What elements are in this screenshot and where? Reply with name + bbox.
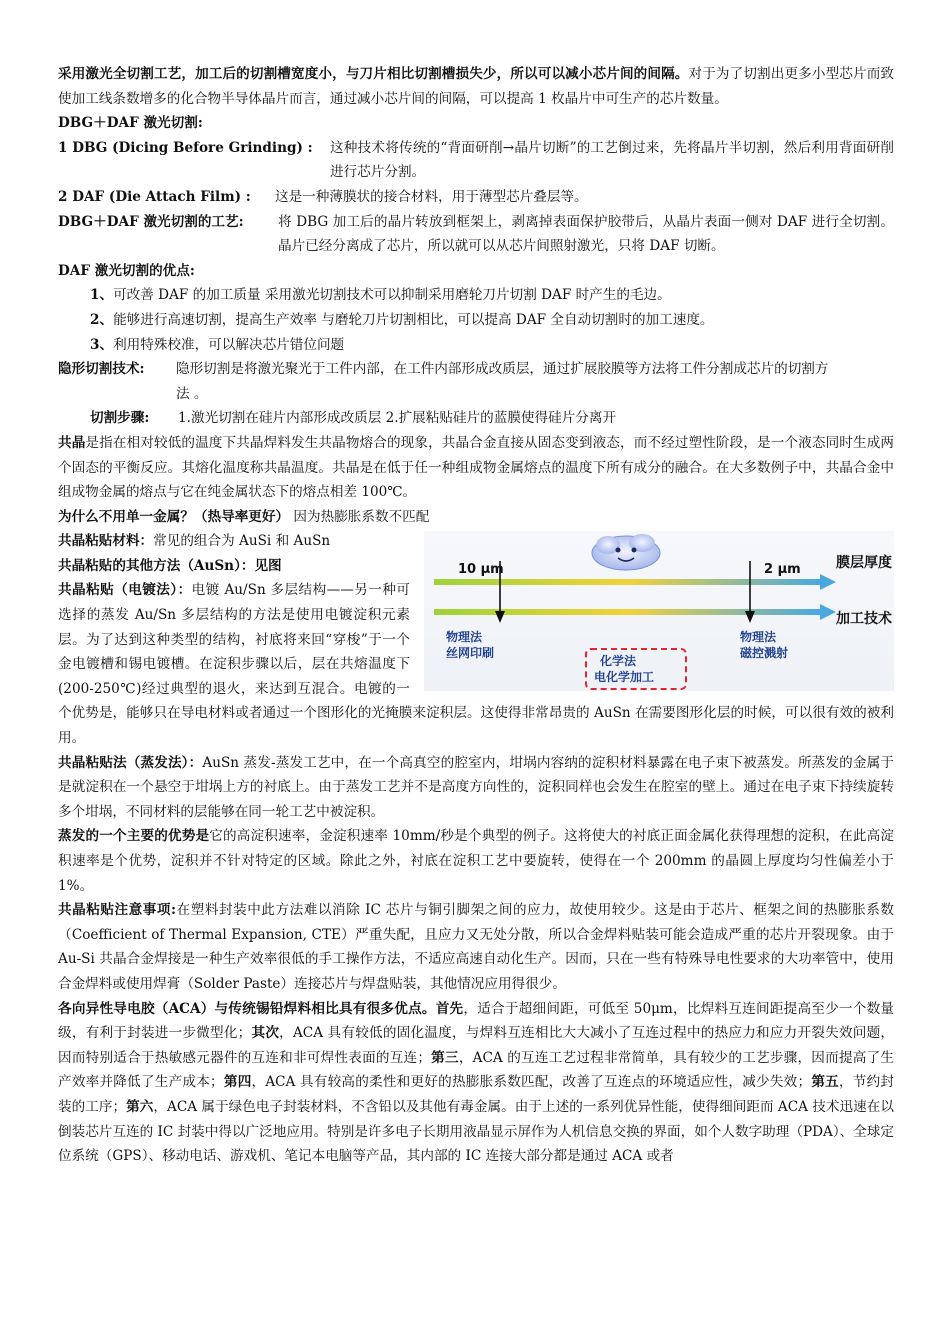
dicing-steps-text: 1.激光切割在硅片内部形成改质层 2.扩展粘贴硅片的蓝膜使得硅片分离开: [178, 410, 617, 427]
dbg-item-1-label: 1 DBG (Dicing Before Grinding) :: [58, 139, 313, 156]
evaporation-advantage-label: 蒸发的一个主要的优势是: [58, 828, 210, 845]
laser-full-cut-text: 对于为了切割出更多小型芯片而致使加工线条数增多的化合物半导体晶片而言，通过减小芯片间的间隔，可以提高 1 枚晶片中可生产的芯片数量。: [58, 66, 895, 107]
dicing-steps: [58, 406, 894, 431]
aca-ordinal: 第四: [223, 1074, 252, 1091]
eutectic-term: 共晶: [58, 434, 86, 451]
eutectic-other-methods: 共晶粘贴的其他方法（AuSn）：见图: [58, 557, 282, 574]
electroplating-text: 电镀 Au/Sn 多层结构——另一种可选择的蒸发 Au/Sn 多层结构的方法是使用电镀淀积元素层。为了达到这种类型的结构，衬底将来回“穿梭”于一个金电镀槽和锡电镀槽。在淀积步骤以后，层在共熔温度下(200-250℃)经过典型的退火，来达到互混合。电镀的一个优势是，能够只在导电材料或者通过一个图形化的光掩膜来淀积层。这使得非常昂贵的 AuSn 在需要图形化层的时候，可以很有效的被利用。: [58, 582, 894, 747]
thickness-right-label: 2 μm: [764, 562, 801, 578]
aca-text: ，ACA 具有较高的柔性和更好的热膨胀系数匹配，改善了互连点的环境适应性，减少失效；: [251, 1074, 812, 1091]
eutectic-notes-text: 在塑料封装中此方法难以消除 IC 芯片与铜引脚架之间的应力，故使用较少。这是由于芯片、框架之间的热膨胀系数（Coefficient of Thermal Expansion, CTE）严重失配，且应力又无处分散，所以合金焊料贴装可能会造成严重的芯片开裂现象。由于 Au-Si 共晶合金焊接是一种生产效率很低的手工操作方法，不适应高速自动化生产。因而，只在一些有特殊导电性要求的大功率管中，使用合金焊料或使用焊膏（Solder Paste）连接芯片与焊盘贴装，其他情况应用得很少。: [58, 902, 894, 992]
evaporation-advantage-paragraph: [58, 824, 894, 898]
why-question: 为什么不用单一金属？（热导率更好）: [58, 508, 290, 525]
aca-text: ，节约封装的工序；: [58, 1074, 895, 1115]
stealth-dicing-label: 隐形切割技术:: [58, 361, 145, 378]
aca-text: ，ACA 具有较低的固化温度，与焊料互连相比大大减小了互连过程中的热应力和应力开裂失效问题，因而特别适合于热敏感元器件的互连和非可焊性表面的互连；: [58, 1025, 895, 1066]
eutectic-notes-label: 共晶粘贴注意事项:: [58, 902, 177, 919]
daf-advantages-list: [58, 283, 894, 357]
dbg-daf-process-label: DBG＋DAF 激光切割的工艺:: [58, 213, 244, 230]
right-method-line2: 磁控溅射: [740, 646, 789, 661]
eutectic-figure-block: [58, 529, 894, 750]
aca-ordinal: 其次: [251, 1025, 280, 1042]
daf-advantage-num: 2、: [90, 311, 114, 328]
left-method-line1: 物理法: [446, 630, 483, 645]
cloud-icon: [592, 534, 660, 570]
daf-advantage-text: 利用特殊校准，可以解决芯片错位问题: [113, 336, 345, 353]
axis-film-thickness: 膜层厚度: [836, 555, 892, 572]
eutectic-notes-paragraph: [58, 898, 894, 996]
daf-advantage-item: [90, 283, 894, 308]
axis-process-technology: 加工技术: [836, 611, 892, 628]
evaporation-label: 共晶粘贴法（蒸发法）：: [58, 754, 203, 771]
film-thickness-diagram: [424, 531, 894, 691]
aca-heading: 各向异性导电胶（ACA）与传统锡铅焊料相比具有很多优点。首先: [58, 1000, 464, 1017]
technology-arrow-bar: [434, 604, 836, 620]
evaporation-paragraph: [58, 751, 894, 825]
evaporation-advantage-text: 它的高淀积速率，金淀积速率 10mm/秒是个典型的例子。这将使大的衬底正面金属化获得理想的淀积，在此高淀积速率是个优势，淀积并不针对特定的区域。除此之外，衬底在淀积工艺中要旋转，使得在一个 200mm 的晶圆上厚度均匀性偏差小于 1%。: [58, 828, 895, 894]
daf-advantage-text: 能够进行高速切割，提高生产效率 与磨轮刀片切割相比，可以提高 DAF 全自动切割时的加工速度。: [113, 311, 714, 328]
daf-advantage-num: 1、: [90, 287, 114, 304]
eutectic-definition: [58, 431, 894, 505]
dbg-item-2-text: 这是一种薄膜状的接合材料，用于薄型芯片叠层等。: [275, 188, 588, 205]
middle-method-line1: 化学法: [600, 654, 637, 669]
thickness-left-label: 10 μm: [458, 562, 504, 578]
dbg-item-2: [58, 185, 894, 210]
daf-advantages-heading: DAF 激光切割的优点:: [58, 262, 195, 279]
stealth-dicing-text: 隐形切割是将激光聚光于工件内部，在工件内部形成改质层，通过扩展胶膜等方法将工件分割成芯片的切割方法 。: [176, 361, 829, 402]
right-down-arrow: [745, 561, 755, 623]
materials-text: 常见的组合为 AuSi 和 AuSn: [153, 533, 331, 550]
daf-advantage-item: [90, 308, 894, 333]
materials-label: 共晶粘贴材料：: [58, 533, 154, 550]
dbg-item-2-label: 2 DAF (Die Attach Film) :: [58, 188, 251, 205]
dbg-daf-process-text: 将 DBG 加工后的晶片转放到框架上，剥离掉表面保护胶带后，从晶片表面一侧对 DAF 进行全切割。晶片已经分离成了芯片，所以就可以从芯片间照射激光，只将 DAF 切断。: [278, 213, 894, 255]
dicing-steps-label: 切割步骤:: [90, 410, 150, 427]
aca-text: ，ACA 属于绿色电子封装材料，不含铅以及其他有毒金属。由于上述的一系列优异性能，使得细间距而 ACA 技术迅速在以倒装芯片互连的 IC 封装中得以广泛地应用。特别是许多电子长期用液晶显示屏作为人机信息交换的界面，如个人数字助理（PDA）、全球定位系统（GPS）、移动电话、游戏机、笔记本电脑等产品，其内部的 IC 连接大部分都是通过 ACA 或者: [58, 1098, 895, 1165]
electroplating-label: 共晶粘贴（电镀法）：: [58, 582, 192, 599]
document-page: [58, 62, 894, 1169]
aca-ordinal: 第三: [430, 1049, 459, 1066]
eutectic-text: 是指在相对较低的温度下共晶焊料发生共晶物熔合的现象，共晶合金直接从固态变到液态，而不经过塑性阶段，是一个液态同时生成两个固态的平衡反应。其熔化温度称共晶温度。共晶是在低于任一种组成物金属熔点的温度下所有成分的融合。在大多数例子中，共晶合金中组成物金属的熔点与它在纯金属状态下的熔点相差 100℃。: [58, 434, 895, 501]
left-method-line2: 丝网印刷: [446, 646, 495, 661]
evaporation-text: AuSn 蒸发-蒸发工艺中，在一个高真空的腔室内，坩埚内容纳的淀积材料暴露在电子束下被蒸发。所蒸发的金属于是就淀积在一个悬空于坩埚上方的衬底上。由于蒸发工艺并不是高度方向性的，淀积同样也会发生在腔室的壁上。通过在电子束下持续旋转多个坩埚，不同材料的层能够在同一轮工艺中被淀积。: [58, 754, 894, 820]
daf-advantage-text: 可改善 DAF 的加工质量 采用激光切割技术可以抑制采用磨轮刀片切割 DAF 时产生的毛边。: [113, 287, 671, 304]
daf-advantage-item: [90, 333, 894, 358]
dbg-daf-heading: DBG＋DAF 激光切割:: [58, 115, 203, 132]
dbg-item-1-text: 这种技术将传统的“背面研削→晶片切断”的工艺倒过来，先将晶片半切割，然后利用背面研削进行芯片分割。: [330, 139, 894, 181]
why-not-single-metal: [58, 505, 894, 530]
aca-text: ，ACA 的互连工艺过程非常简单，具有较少的工艺步骤，因而提高了生产效率并降低了生产成本；: [58, 1049, 895, 1091]
film-thickness-figure: [424, 531, 894, 691]
aca-ordinal: 第六: [126, 1098, 154, 1115]
middle-method-line2: 电化学加工: [594, 670, 655, 685]
aca-paragraph: [58, 997, 894, 1169]
stealth-dicing: [58, 357, 894, 406]
laser-full-cut-emphasis: 采用激光全切割工艺，加工后的切割槽宽度小，与刀片相比切割槽损失少，所以可以减小芯片间的间隔。: [58, 66, 689, 82]
aca-text: ，适合于超细间距，可低至 50μm，比焊料互连间距提高至少一个数量级，有利于封装进一步微型化；: [58, 1000, 894, 1042]
paragraph-laser-full-cut: [58, 62, 894, 111]
daf-advantage-num: 3、: [90, 336, 114, 353]
dbg-item-1: [58, 136, 894, 185]
aca-ordinal: 第五: [811, 1074, 839, 1091]
dbg-daf-process: [58, 210, 894, 259]
right-method-line1: 物理法: [740, 630, 777, 645]
why-answer: 因为热膨胀系数不匹配: [289, 508, 430, 525]
